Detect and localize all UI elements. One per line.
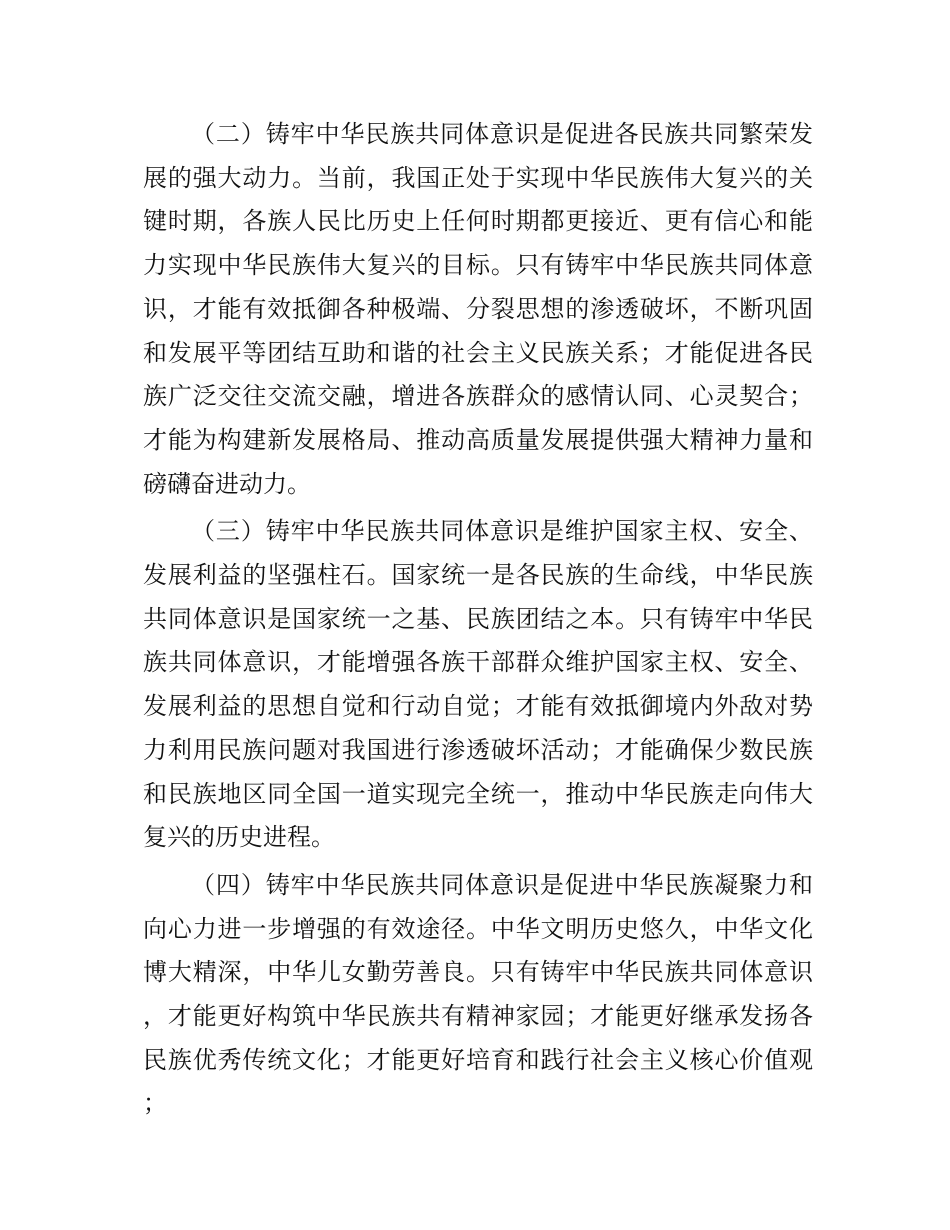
paragraph-2-role-of-common-prosperity: （二）铸牢中华民族共同体意识是促进各民族共同繁荣发展的强大动力。当前，我国正处于实现中华民族伟大复兴的关键时期，各族人民比历史上任何时期都更接近、更有信心和能力实现中华民族伟大复兴的目标。只有铸牢中华民族共同体意识，才能有效抵御各种极端、分裂思想的渗透破坏，不断巩固和发展平等团结互助和谐的社会主义民族关系；才能促进各民族广泛交往交流交融，增进各族群众的感情认同、心灵契合；才能为构建新发展格局、推动高质量发展提供强大精神力量和磅礴奋进动力。 (143, 120, 813, 498)
paragraph-4-cohesion-and-centripetal-force: （四）铸牢中华民族共同体意识是促进中华民族凝聚力和向心力进一步增强的有效途径。中华文明历史悠久，中华文化博大精深，中华儿女勤劳善良。只有铸牢中华民族共同体意识，才能更好构筑中华民族共有精神家园；才能更好继承发扬各民族优秀传统文化；才能更好培育和践行社会主义核心价值观； (143, 870, 813, 1118)
paragraph-3-national-sovereignty: （三）铸牢中华民族共同体意识是维护国家主权、安全、发展利益的坚强柱石。国家统一是各民族的生命线，中华民族共同体意识是国家统一之基、民族团结之本。只有铸牢中华民族共同体意识，才能增强各族干部群众维护国家主权、安全、发展利益的思想自觉和行动自觉；才能有效抵御境内外敌对势力利用民族问题对我国进行渗透破坏活动；才能确保少数民族和民族地区同全国一道实现完全统一，推动中华民族走向伟大复兴的历史进程。 (143, 517, 813, 852)
document-body (143, 113, 813, 1130)
